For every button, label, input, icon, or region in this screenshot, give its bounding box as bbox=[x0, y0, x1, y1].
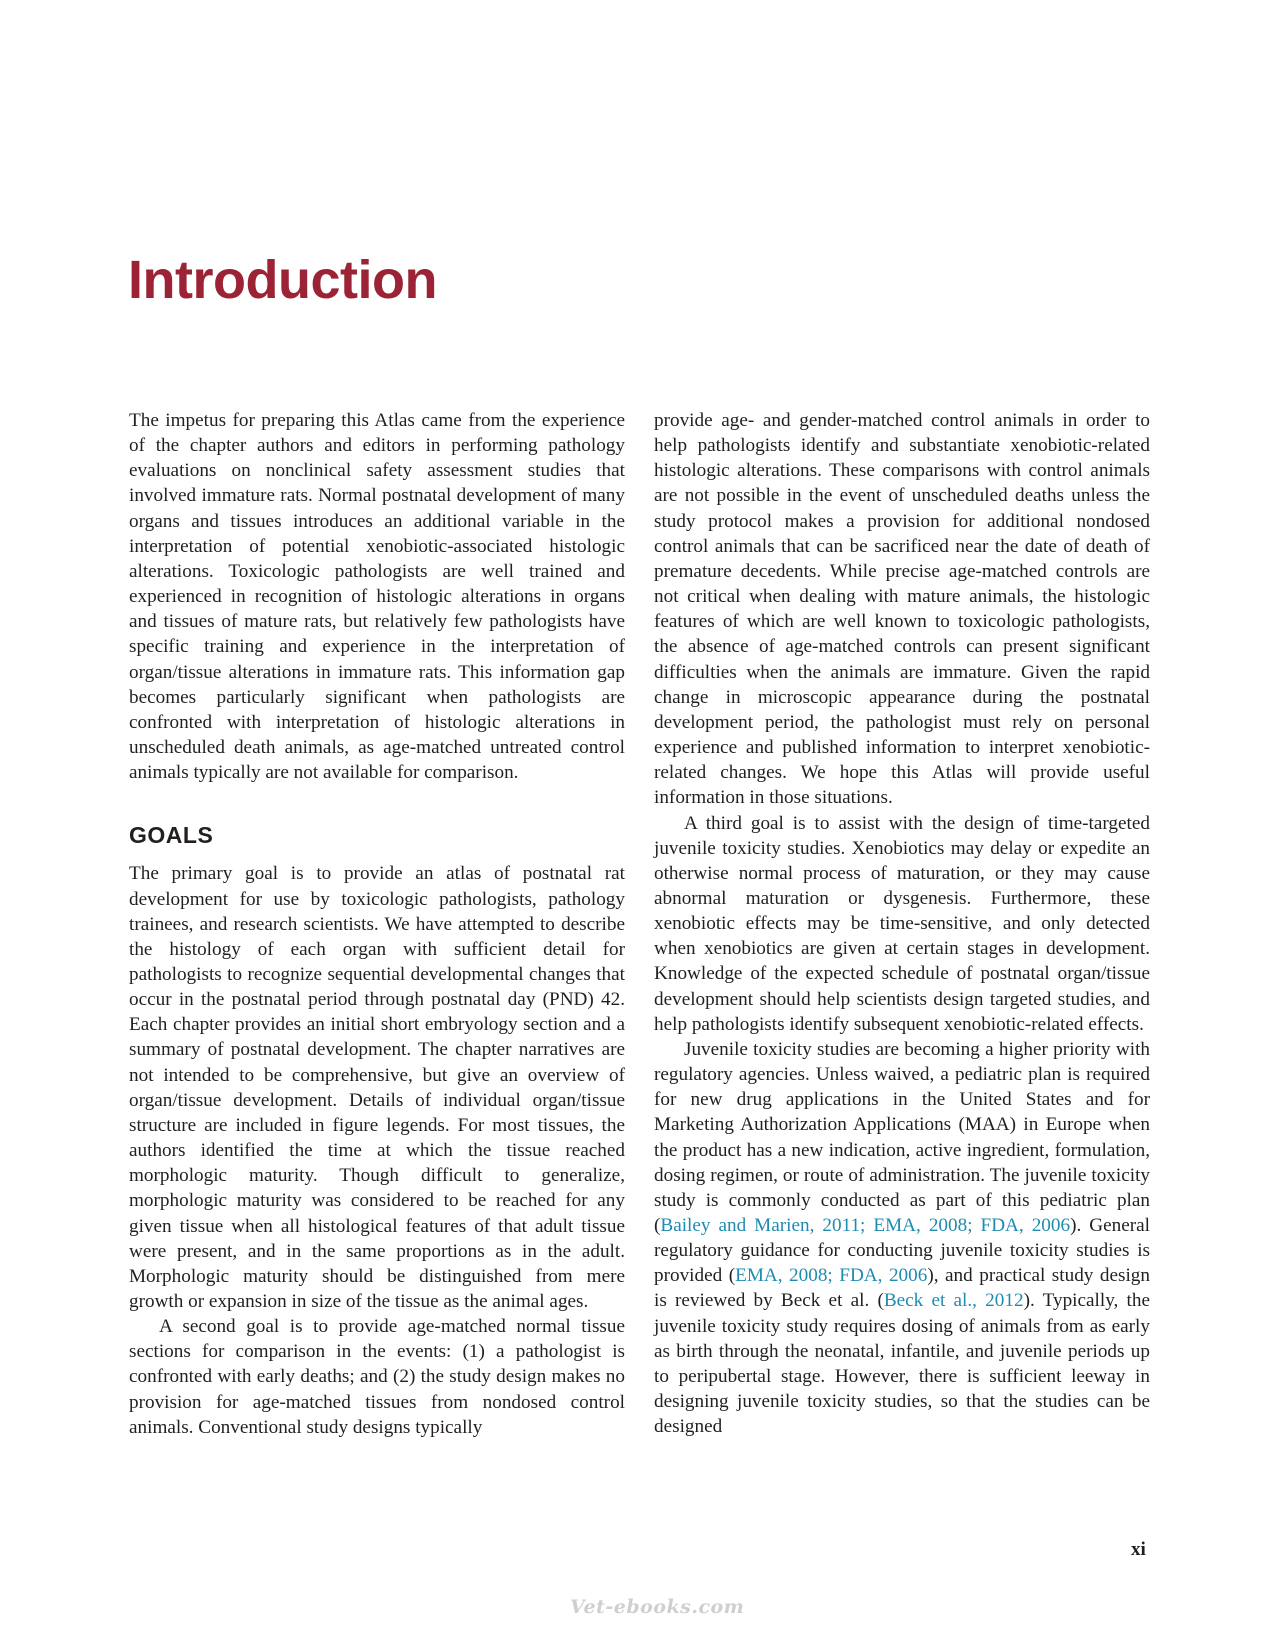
citation-link[interactable]: Beck et al., 2012 bbox=[883, 1290, 1024, 1312]
left-column bbox=[129, 408, 625, 1440]
right-paragraph-3 bbox=[654, 1037, 1150, 1440]
intro-paragraph: The impetus for preparing this Atlas came from the experience of the chapter authors and editors in performing pathology evaluations on nonclinical safety assessment studies that involved immature rats. Normal postnatal development of many organs and tissues introduces an additional variable in the interpretation of potential xenobiotic-associated histologic alterations. Toxicologic pathologists are well trained and experienced in recognition of histologic alterations in organs and tissues of mature rats, but relatively few pathologists have specific training and experience in the interpretation of organ/tissue alterations in immature rats. This information gap becomes particularly significant when pathologists are confronted with interpretation of histologic alterations in unscheduled death animals, as age-matched untreated control animals typically are not available for comparison. bbox=[129, 410, 625, 784]
citation-link[interactable]: EMA, 2008; FDA, 2006 bbox=[735, 1265, 928, 1287]
goals-heading: GOALS bbox=[129, 822, 214, 849]
goals-paragraph-2: A second goal is to provide age-matched normal tissue sections for comparison in the events: (1) a pathologist is confronted with early deaths; and (2) the study design makes no provision for age-matched tissues from nondosed control animals. Conventional study designs typically bbox=[129, 1316, 625, 1438]
watermark: Vet-ebooks.com bbox=[570, 1596, 745, 1618]
goals-paragraph-1: The primary goal is to provide an atlas of postnatal rat development for use by toxicologic pathologists, pathology trainees, and research scientists. We have attempted to describe the histology of each organ with sufficient detail for pathologists to recognize sequential developmental changes that occur in the postnatal period through postnatal day (PND) 42. Each chapter provides an initial short embryology section and a summary of postnatal development. The chapter narratives are not intended to be comprehensive, but give an overview of organ/tissue development. Details of individual organ/tissue structure are included in figure legends. For most tissues, the authors identified the time at which the tissue reached morphologic maturity. Though difficult to generalize, morphologic maturity was considered to be reached for any given tissue when all histological features of that adult tissue were present, and in the same proportions as in the adult. Morphologic maturity should be distinguished from mere growth or expansion in size of the tissue as the animal ages. bbox=[129, 863, 625, 1312]
paragraph-text: ). Typically, the juvenile toxicity study requires dosing of animals from as early as birth through the neonatal, infantile, and juvenile periods up to peripubertal stage. However, there is sufficient leeway in designing juvenile toxicity studies, so that the studies can be designed bbox=[654, 1290, 1150, 1438]
paragraph-text: Juvenile toxicity studies are becoming a higher priority with regulatory agencies. Unless waived, a pediatric plan is required for new drug applications in the United States and for Marketing Authorization Applications (MAA) in Europe when the product has a new indication, active ingredient, formulation, dosing regimen, or route of administration. The juvenile toxicity study is commonly conducted as part of this pediatric plan ( bbox=[654, 1038, 1150, 1236]
right-paragraph-2: A third goal is to assist with the design of time-targeted juvenile toxicity studies. Xenobiotics may delay or expedite an otherwise normal process of maturation, or they may cause abnormal maturation or dysgenesis. Furthermore, these xenobiotic effects may be time-sensitive, and only detected when xenobiotics are given at certain stages in development. Knowledge of the expected schedule of postnatal organ/tissue development should help scientists design targeted studies, and help pathologists identify subsequent xenobiotic-related effects. bbox=[654, 812, 1150, 1035]
paragraph-text: ). General regulatory guidance for conducting juvenile toxicity studies is provided ( bbox=[654, 1215, 1150, 1287]
chapter-title: Introduction bbox=[128, 250, 437, 310]
page-number: xi bbox=[1131, 1539, 1146, 1560]
paragraph-text: ), and practical study design is reviewed by Beck et al. ( bbox=[654, 1265, 1150, 1312]
citation-link[interactable]: Bailey and Marien, 2011; EMA, 2008; FDA, 2006 bbox=[660, 1215, 1071, 1236]
right-paragraph-1: provide age- and gender-matched control animals in order to help pathologists identify and substantiate xenobiotic-related histologic alterations. These comparisons with control animals are not possible in the event of unscheduled deaths unless the study protocol makes a provision for additional nondosed control animals that can be sacrificed near the date of death of premature decedents. While precise age-matched controls are not critical when dealing with mature animals, the histologic features of which are well known to toxicologic pathologists, the absence of age-matched controls can present significant difficulties when the animals are immature. Given the rapid change in microscopic appearance during the postnatal development period, the pathologist must rely on personal experience and published information to interpret xenobiotic-related changes. We hope this Atlas will provide useful information in those situations. bbox=[654, 410, 1150, 809]
right-column bbox=[654, 408, 1150, 1439]
